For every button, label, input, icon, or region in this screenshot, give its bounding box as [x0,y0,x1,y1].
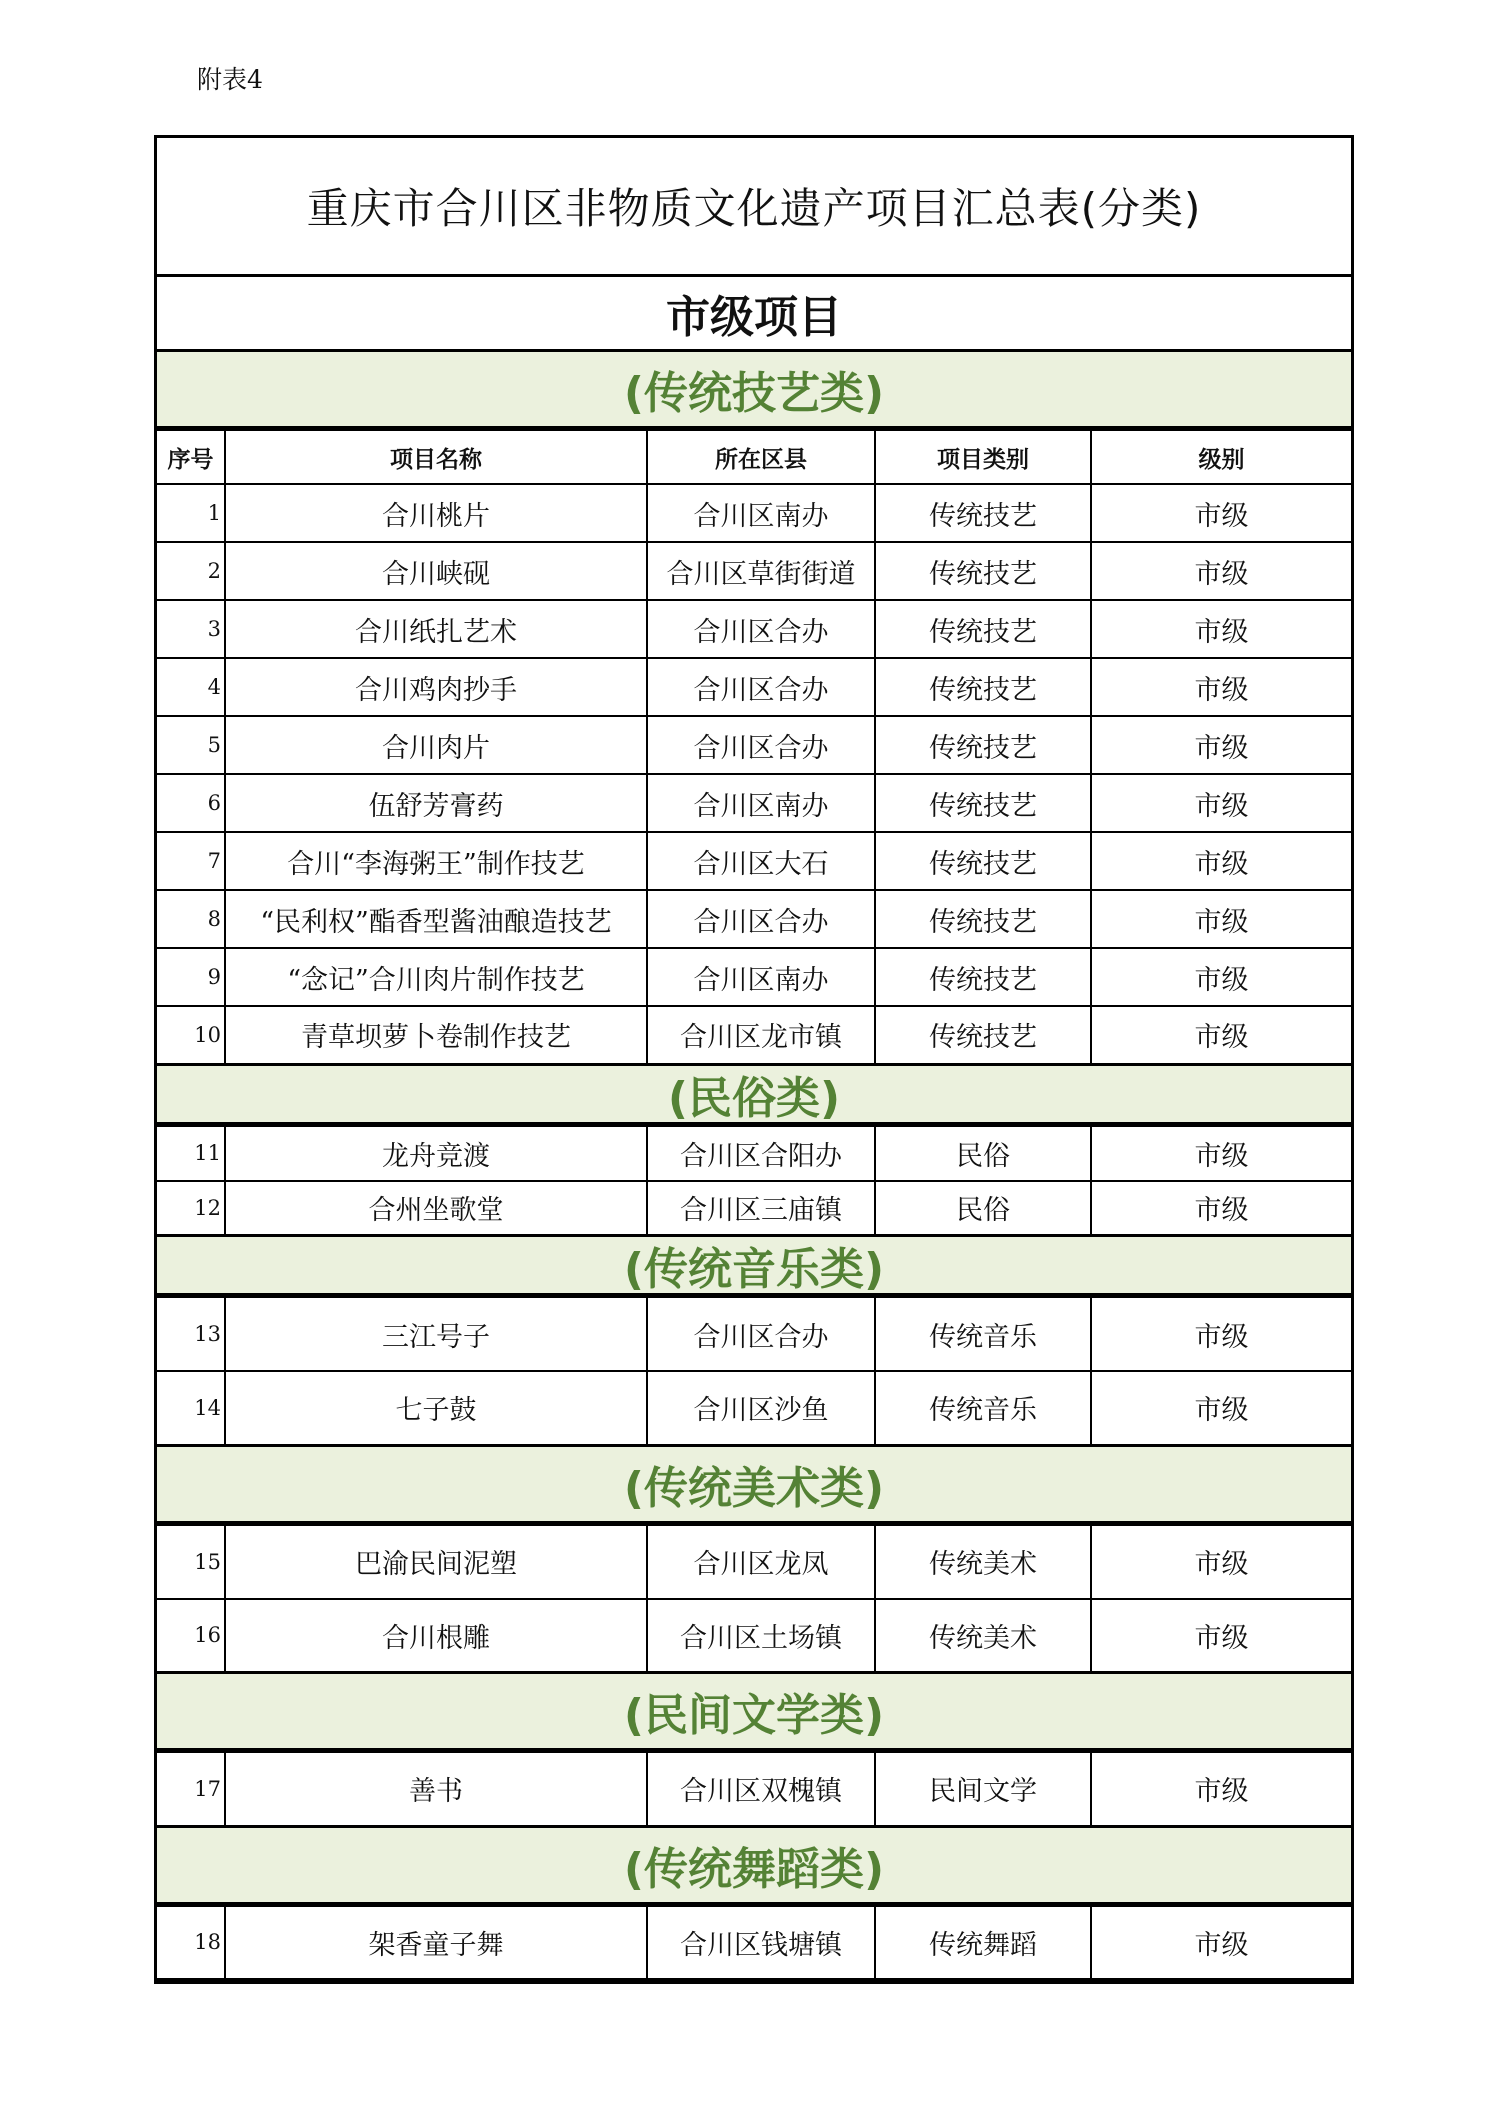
cell-category: 民俗 [875,1181,1091,1236]
category-heading: (传统音乐类) [157,1237,1351,1296]
section-table [157,1296,1351,1447]
table-row [157,542,1351,600]
cell-category: 传统技艺 [875,484,1091,542]
category-heading: (传统技艺类) [157,352,1351,429]
cell-category: 传统音乐 [875,1297,1091,1371]
cell-category: 传统技艺 [875,948,1091,1006]
table-row [157,1752,1351,1826]
category-heading: (传统舞蹈类) [157,1828,1351,1905]
cell-name: 合川“李海粥王”制作技艺 [225,832,647,890]
cell-seq: 3 [157,600,225,658]
cell-name: 合川鸡肉抄手 [225,658,647,716]
cell-seq: 11 [157,1126,225,1181]
cell-level: 市级 [1091,1525,1351,1599]
cell-name: 善书 [225,1752,647,1826]
cell-level: 市级 [1091,484,1351,542]
cell-name: 三江号子 [225,1297,647,1371]
table-row [157,1006,1351,1064]
cell-district: 合川区合办 [647,658,875,716]
level-heading: 市级项目 [157,277,1351,352]
cell-name: 合川根雕 [225,1599,647,1673]
table-row [157,832,1351,890]
cell-district: 合川区合办 [647,600,875,658]
cell-seq: 16 [157,1599,225,1673]
column-header-category: 项目类别 [875,430,1091,484]
cell-district: 合川区南办 [647,948,875,1006]
cell-seq: 6 [157,774,225,832]
cell-category: 传统技艺 [875,542,1091,600]
cell-district: 合川区土场镇 [647,1599,875,1673]
table-row [157,948,1351,1006]
cell-level: 市级 [1091,1126,1351,1181]
cell-level: 市级 [1091,890,1351,948]
column-header-district: 所在区县 [647,430,875,484]
cell-name: 青草坝萝卜卷制作技艺 [225,1006,647,1064]
cell-level: 市级 [1091,948,1351,1006]
cell-seq: 5 [157,716,225,774]
cell-district: 合川区钱塘镇 [647,1906,875,1980]
cell-name: “民利权”酯香型酱油酿造技艺 [225,890,647,948]
cell-name: “念记”合川肉片制作技艺 [225,948,647,1006]
cell-level: 市级 [1091,600,1351,658]
cell-name: 合川桃片 [225,484,647,542]
cell-level: 市级 [1091,1181,1351,1236]
cell-seq: 14 [157,1371,225,1445]
cell-category: 传统技艺 [875,1006,1091,1064]
cell-seq: 13 [157,1297,225,1371]
cell-level: 市级 [1091,832,1351,890]
cell-seq: 8 [157,890,225,948]
table-row [157,1181,1351,1236]
table-row [157,484,1351,542]
category-heading: (民间文学类) [157,1674,1351,1751]
section-table [157,429,1351,1066]
category-heading: (传统美术类) [157,1447,1351,1524]
table-row [157,890,1351,948]
cell-category: 传统技艺 [875,600,1091,658]
cell-category: 传统音乐 [875,1371,1091,1445]
cell-category: 传统技艺 [875,832,1091,890]
cell-category: 传统技艺 [875,658,1091,716]
cell-name: 龙舟竞渡 [225,1126,647,1181]
cell-level: 市级 [1091,1906,1351,1980]
section-table [157,1125,1351,1238]
table-row [157,1126,1351,1181]
cell-name: 合川纸扎艺术 [225,600,647,658]
cell-category: 传统技艺 [875,716,1091,774]
table-row [157,1599,1351,1673]
cell-level: 市级 [1091,1371,1351,1445]
table-title: 重庆市合川区非物质文化遗产项目汇总表(分类) [157,138,1351,277]
column-header-name: 项目名称 [225,430,647,484]
cell-district: 合川区南办 [647,774,875,832]
cell-category: 民俗 [875,1126,1091,1181]
cell-district: 合川区龙凤 [647,1525,875,1599]
cell-district: 合川区龙市镇 [647,1006,875,1064]
category-heading: (民俗类) [157,1066,1351,1125]
cell-seq: 9 [157,948,225,1006]
cell-level: 市级 [1091,1752,1351,1826]
cell-level: 市级 [1091,1599,1351,1673]
table-row [157,1525,1351,1599]
header-row [157,430,1351,484]
cell-district: 合川区合办 [647,1297,875,1371]
cell-district: 合川区合阳办 [647,1126,875,1181]
cell-name: 伍舒芳膏药 [225,774,647,832]
cell-level: 市级 [1091,774,1351,832]
cell-seq: 4 [157,658,225,716]
cell-level: 市级 [1091,1006,1351,1064]
table-row [157,716,1351,774]
cell-district: 合川区大石 [647,832,875,890]
cell-category: 民间文学 [875,1752,1091,1826]
cell-district: 合川区双槐镇 [647,1752,875,1826]
table-row [157,1371,1351,1445]
cell-district: 合川区草街街道 [647,542,875,600]
cell-seq: 7 [157,832,225,890]
cell-category: 传统技艺 [875,774,1091,832]
column-header-level: 级别 [1091,430,1351,484]
cell-name: 合川肉片 [225,716,647,774]
cell-district: 合川区南办 [647,484,875,542]
section-table [157,1524,1351,1675]
cell-seq: 15 [157,1525,225,1599]
sections-container [157,352,1351,1981]
cell-seq: 18 [157,1906,225,1980]
cell-district: 合川区沙鱼 [647,1371,875,1445]
cell-seq: 10 [157,1006,225,1064]
cell-level: 市级 [1091,658,1351,716]
cell-district: 合川区三庙镇 [647,1181,875,1236]
table-row [157,774,1351,832]
cell-level: 市级 [1091,716,1351,774]
cell-name: 架香童子舞 [225,1906,647,1980]
column-header-seq: 序号 [157,430,225,484]
table-row [157,1297,1351,1371]
attachment-label: 附表4 [197,65,263,94]
table-row [157,1906,1351,1980]
cell-level: 市级 [1091,1297,1351,1371]
cell-name: 巴渝民间泥塑 [225,1525,647,1599]
section-table [157,1751,1351,1828]
cell-category: 传统美术 [875,1599,1091,1673]
cell-level: 市级 [1091,542,1351,600]
section-table [157,1905,1351,1982]
cell-name: 七子鼓 [225,1371,647,1445]
cell-category: 传统技艺 [875,890,1091,948]
cell-seq: 2 [157,542,225,600]
cell-district: 合川区合办 [647,716,875,774]
cell-category: 传统舞蹈 [875,1906,1091,1980]
cell-name: 合川峡砚 [225,542,647,600]
table-row [157,658,1351,716]
cell-seq: 12 [157,1181,225,1236]
cell-name: 合州坐歌堂 [225,1181,647,1236]
cell-district: 合川区合办 [647,890,875,948]
cell-seq: 17 [157,1752,225,1826]
cell-seq: 1 [157,484,225,542]
table-row [157,600,1351,658]
heritage-table-sheet [154,135,1354,1984]
cell-category: 传统美术 [875,1525,1091,1599]
